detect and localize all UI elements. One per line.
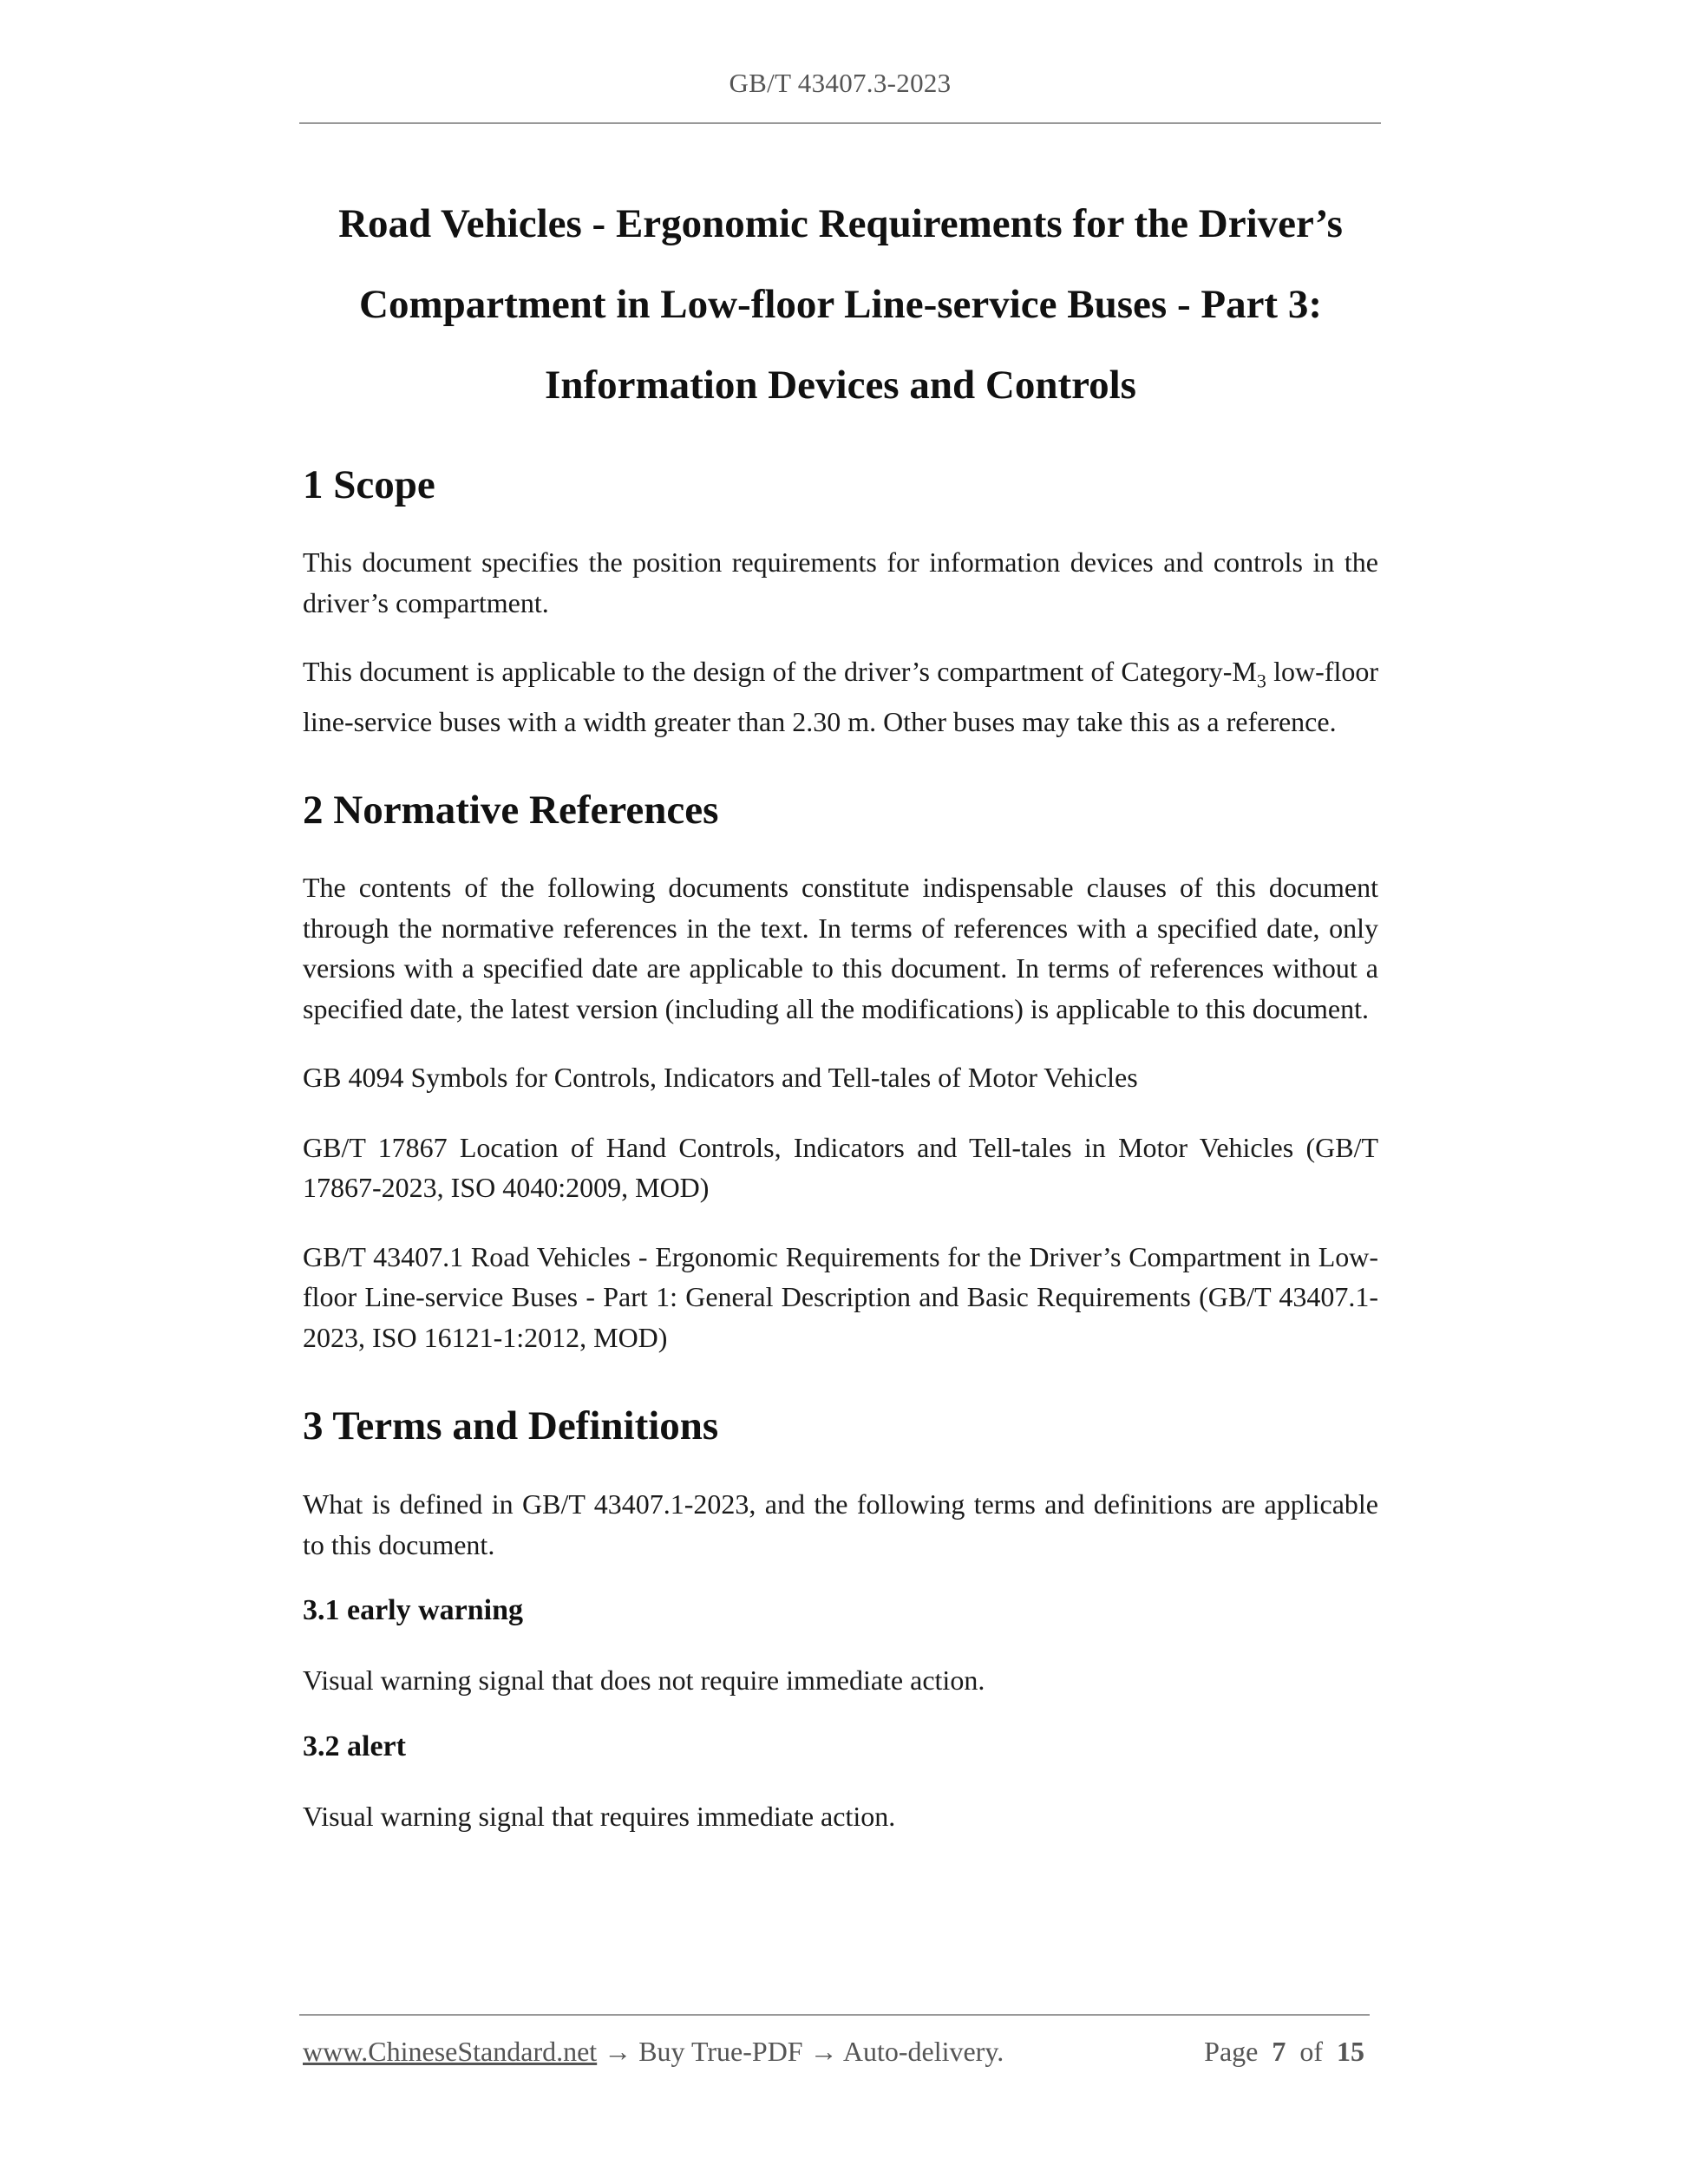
page-number: [1204, 2034, 1364, 2069]
document-title-line-2: Compartment in Low-floor Line-service Buses - Part 3:: [359, 282, 1322, 327]
section-heading-scope: 1 Scope: [303, 462, 435, 507]
category-subscript: 3: [1256, 670, 1266, 692]
auto-delivery-text: Auto-delivery.: [842, 2036, 1004, 2067]
section-heading-terms-and-definitions: 3 Terms and Definitions: [303, 1403, 719, 1449]
section-heading-normative-references: 2 Normative References: [303, 788, 719, 834]
total-pages-number: 15: [1337, 2036, 1364, 2067]
normative-references-intro: The contents of the following documents constitute indispensable clauses of this document through the normative references in the text. In terms of references with a specified date, only versions with a specified date are applicable to this document. In terms of references without a specified date, the latest version (including all the modifications) is applicable to this document.: [303, 872, 1378, 1024]
term-heading-alert: 3.2 alert: [303, 1730, 406, 1762]
term-definition-alert: Visual warning signal that requires immediate action.: [303, 1800, 896, 1832]
current-page-number: 7: [1272, 2036, 1286, 2067]
document-title-line-1: Road Vehicles - Ergonomic Requirements for the Driver’s: [338, 201, 1343, 246]
site-link[interactable]: www.ChineseStandard.net: [303, 2036, 598, 2067]
of-label: of: [1299, 2036, 1323, 2067]
header-divider: [299, 122, 1381, 124]
buy-true-pdf-text: Buy True-PDF: [638, 2036, 803, 2067]
reference-item: GB/T 17867 Location of Hand Controls, Indicators and Tell-tales in Motor Vehicles (GB/T 17867-2023, ISO 4040:2009, MOD): [303, 1131, 1378, 1204]
page-label: Page: [1204, 2036, 1259, 2067]
scope-paragraph-2-text-a: This document is applicable to the design of the driver’s compartment of Category-M: [303, 656, 1257, 687]
document-title-line-3: Information Devices and Controls: [545, 363, 1136, 408]
scope-paragraph-2-text-b: low-floor line-service buses with a width greater than 2.30 m. Other buses may take this as a reference.: [303, 656, 1379, 737]
scope-paragraph-1: This document specifies the position requirements for information devices and controls in the driver’s compartment.: [303, 546, 1378, 618]
reference-item: GB 4094 Symbols for Controls, Indicators and Tell-tales of Motor Vehicles: [303, 1062, 1138, 1094]
running-header-doc-number: GB/T 43407.3-2023: [729, 68, 952, 98]
footer-divider: [299, 2014, 1370, 2016]
arrow-right-icon: →: [809, 2036, 838, 2067]
footer-promo: [303, 2034, 1004, 2069]
reference-item: GB/T 43407.1 Road Vehicles - Ergonomic Requirements for the Driver’s Compartment in Low-floor Line-service Buses - Part 1: General Description and Basic Requirements (GB/T 43407.1-2023, ISO 16121-1:2012, MOD): [303, 1240, 1378, 1353]
term-heading-early-warning: 3.1 early warning: [303, 1594, 524, 1627]
page-content: [303, 184, 1378, 1836]
arrow-right-icon: →: [604, 2036, 632, 2067]
scope-paragraph-2: [303, 651, 1378, 742]
document-title: [303, 184, 1378, 426]
term-definition-early-warning: Visual warning signal that does not require immediate action.: [303, 1664, 985, 1697]
terms-intro: What is defined in GB/T 43407.1-2023, and the following terms and definitions are applicable to this document.: [303, 1488, 1378, 1560]
